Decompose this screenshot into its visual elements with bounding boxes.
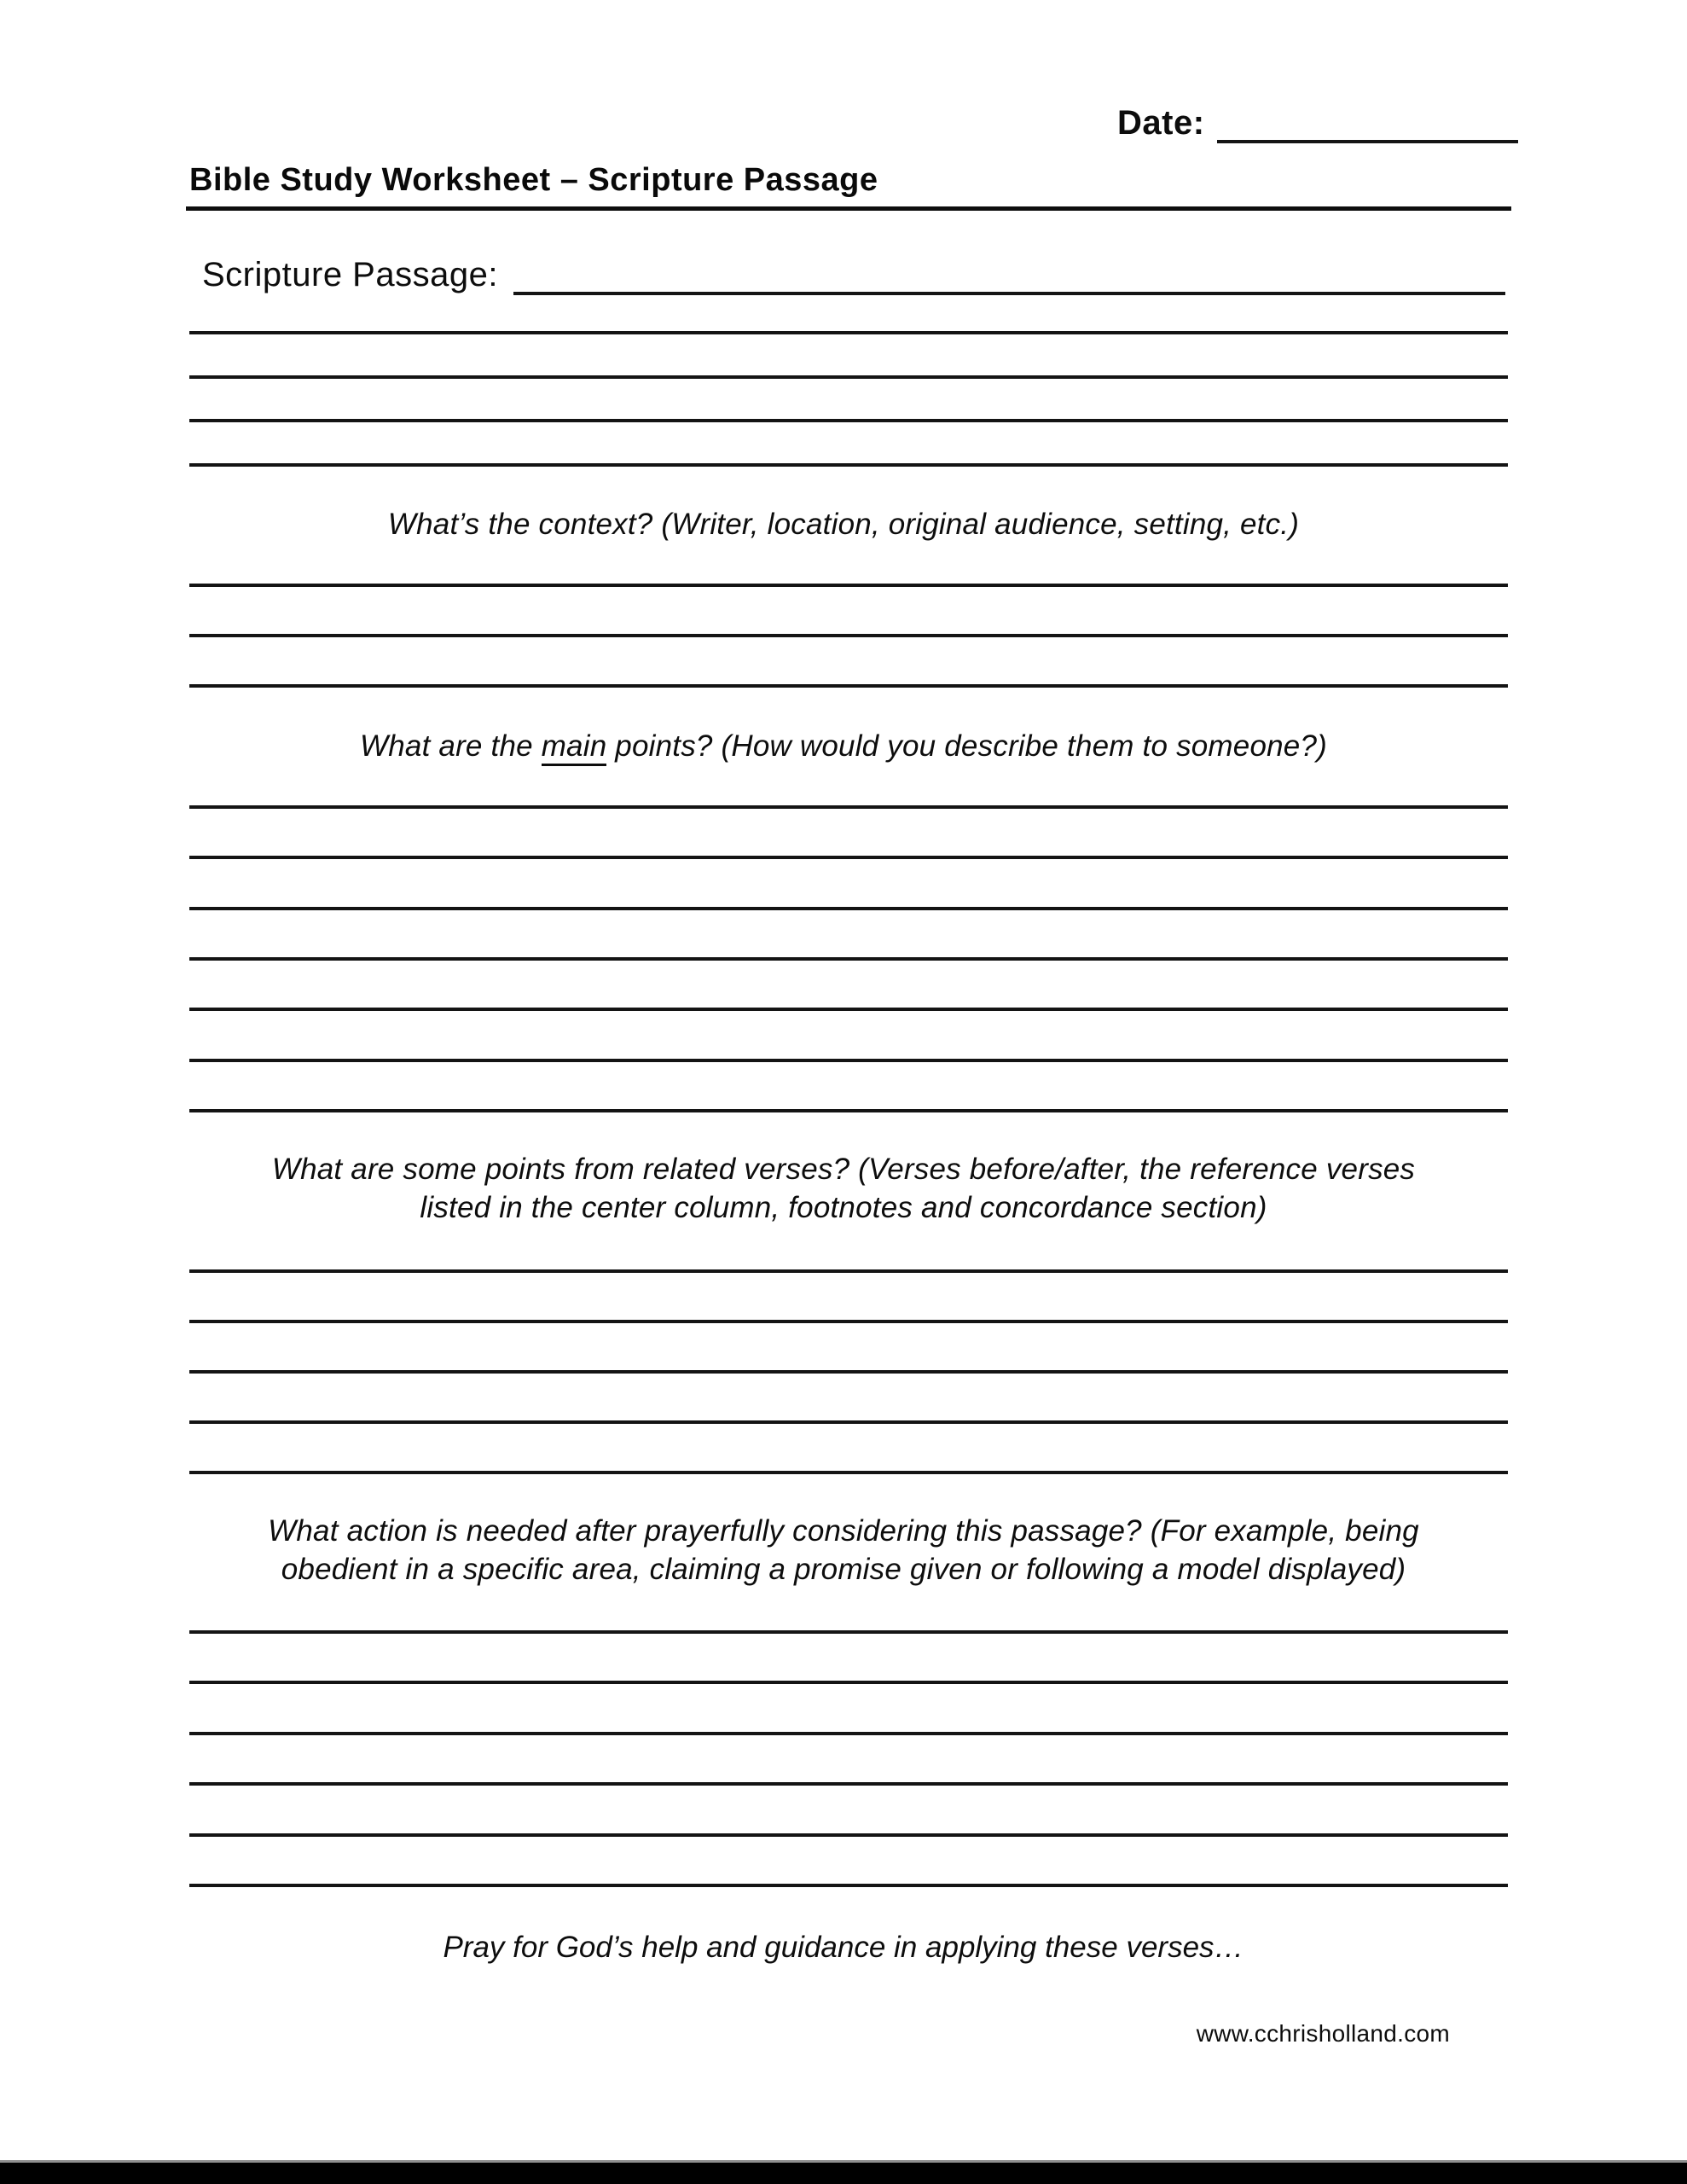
answer-line bbox=[189, 1370, 1508, 1374]
answer-line bbox=[189, 634, 1508, 637]
question-main-points-underlined-word: main bbox=[542, 729, 607, 766]
scripture-passage-row bbox=[202, 253, 1505, 295]
scan-edge-black-strip bbox=[0, 2163, 1687, 2184]
question-main-points-post: points? (How would you describe them to someone?) bbox=[606, 729, 1327, 763]
question-related-verses-line2: listed in the center column, footnotes and concordance section) bbox=[420, 1191, 1267, 1224]
question-action-line2: obedient in a specific area, claiming a promise given or following a model displayed) bbox=[281, 1553, 1406, 1586]
question-context-text: What’s the context? (Writer, location, original audience, setting, etc.) bbox=[387, 508, 1300, 541]
answer-line bbox=[189, 1109, 1508, 1112]
answer-line bbox=[189, 1471, 1508, 1474]
answer-line bbox=[189, 331, 1508, 334]
scripture-passage-label: Scripture Passage: bbox=[202, 256, 498, 293]
question-action-line1: What action is needed after prayerfully considering this passage? (For example, being bbox=[268, 1514, 1419, 1548]
answer-line bbox=[189, 1833, 1508, 1837]
answer-line bbox=[189, 805, 1508, 809]
answer-line bbox=[189, 1732, 1508, 1735]
answer-line bbox=[189, 907, 1508, 910]
page-title: Bible Study Worksheet – Scripture Passage bbox=[189, 162, 878, 198]
question-context bbox=[119, 505, 1568, 543]
question-action bbox=[119, 1512, 1568, 1589]
answer-line bbox=[189, 1420, 1508, 1424]
date-label: Date: bbox=[1117, 104, 1205, 142]
answer-line bbox=[189, 1008, 1508, 1011]
question-related-verses bbox=[119, 1150, 1568, 1227]
answer-line bbox=[189, 375, 1508, 379]
question-main-points bbox=[119, 727, 1568, 765]
answer-line bbox=[189, 1681, 1508, 1684]
answer-line bbox=[189, 584, 1508, 587]
question-main-points-pre: What are the bbox=[360, 729, 542, 763]
answer-line bbox=[189, 463, 1508, 467]
answer-line bbox=[189, 856, 1508, 859]
answer-line bbox=[189, 1059, 1508, 1062]
answer-line bbox=[189, 419, 1508, 422]
closing-note: Pray for God’s help and guidance in applying these verses… bbox=[443, 1931, 1244, 1964]
scripture-passage-blank-line bbox=[513, 253, 1505, 295]
date-row bbox=[1117, 101, 1518, 143]
answer-line bbox=[189, 1884, 1508, 1887]
answer-line bbox=[189, 957, 1508, 961]
question-main-points-text bbox=[119, 727, 1568, 765]
footer-url: www.cchrisholland.com bbox=[1196, 2020, 1450, 2047]
title-underline bbox=[186, 206, 1511, 211]
answer-line bbox=[189, 684, 1508, 688]
answer-line bbox=[189, 1630, 1508, 1634]
question-related-verses-line1: What are some points from related verses? (Verses before/after, the reference verses bbox=[271, 1153, 1416, 1186]
answer-line bbox=[189, 1269, 1508, 1273]
date-blank-line bbox=[1217, 101, 1518, 143]
answer-line bbox=[189, 1782, 1508, 1786]
answer-line bbox=[189, 1320, 1508, 1323]
